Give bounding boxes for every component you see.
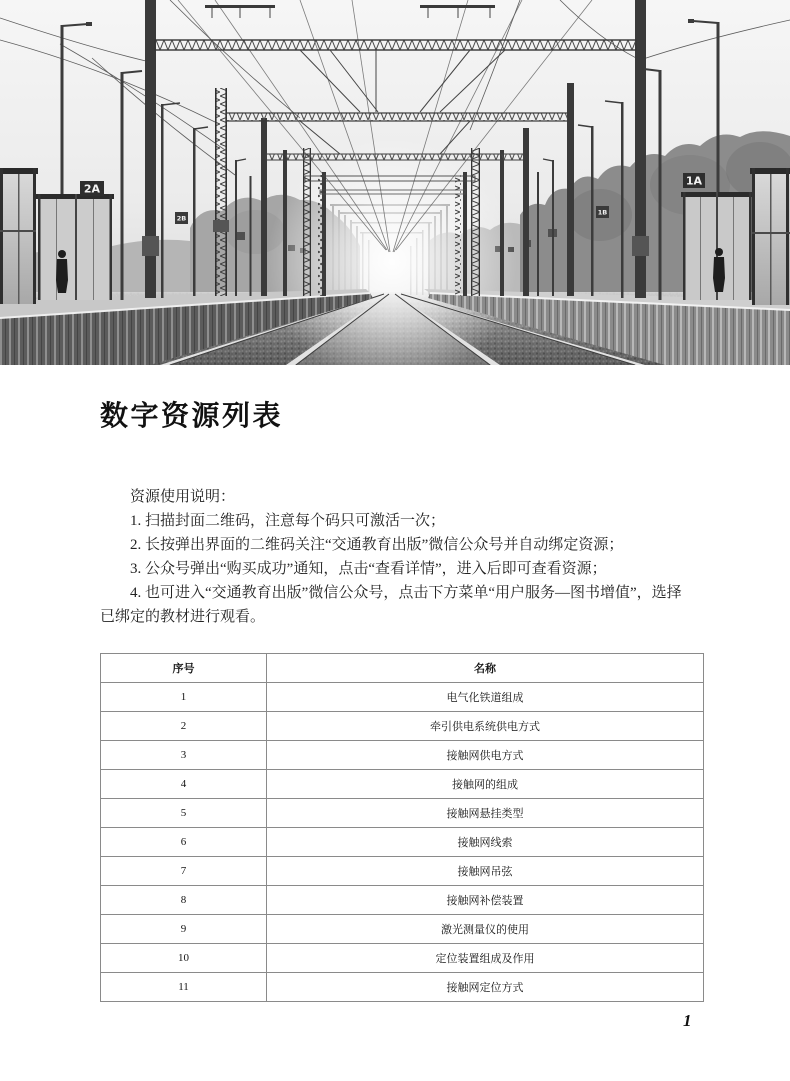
railway-catenary-photo xyxy=(0,0,790,365)
table-row xyxy=(101,799,704,828)
row-index: 4 xyxy=(101,770,267,799)
platform-sign-2b xyxy=(175,212,188,224)
usage-instructions xyxy=(100,485,703,629)
column-header-index: 序号 xyxy=(101,654,267,683)
platform-sign-1b xyxy=(596,206,609,218)
row-index: 8 xyxy=(101,886,267,915)
table-row xyxy=(101,857,704,886)
row-resource-name: 激光测量仪的使用 xyxy=(267,915,704,944)
row-index: 2 xyxy=(101,712,267,741)
row-index: 3 xyxy=(101,741,267,770)
column-header-name: 名称 xyxy=(267,654,704,683)
instruction-step-4: 4. 也可进入“交通教育出版”微信公众号，点击下方菜单“用户服务—图书增值”，选择 xyxy=(130,585,682,601)
row-resource-name: 接触网供电方式 xyxy=(267,741,704,770)
instructions-heading: 资源使用说明： xyxy=(130,489,236,505)
platform-sign-1a-label: 1A xyxy=(685,174,703,188)
row-resource-name: 接触网定位方式 xyxy=(267,973,704,1002)
instruction-step-4-continued: 已绑定的教材进行观看。 xyxy=(100,609,266,625)
instruction-step-1: 1. 扫描封面二维码，注意每个码只可激活一次； xyxy=(130,513,446,529)
platform-sign-2a xyxy=(80,181,104,196)
table-row xyxy=(101,828,704,857)
instruction-step-3: 3. 公众号弹出“购买成功”通知，点击“查看详情”，进入后即可查看资源； xyxy=(130,561,607,577)
platform-sign-2b-label: 2B xyxy=(176,214,187,223)
row-resource-name: 定位装置组成及作用 xyxy=(267,944,704,973)
row-resource-name: 牵引供电系统供电方式 xyxy=(267,712,704,741)
shelter-left-far xyxy=(36,194,114,300)
instruction-step-2: 2. 长按弹出界面的二维码关注“交通教育出版”微信公众号并自动绑定资源； xyxy=(130,537,624,553)
platform-sign-2a-label: 2A xyxy=(83,182,101,196)
row-resource-name: 电气化铁道组成 xyxy=(267,683,704,712)
table-row xyxy=(101,770,704,799)
table-row xyxy=(101,915,704,944)
row-index: 9 xyxy=(101,915,267,944)
table-row xyxy=(101,973,704,1002)
row-index: 11 xyxy=(101,973,267,1002)
shelter-left-near xyxy=(0,168,38,304)
row-index: 10 xyxy=(101,944,267,973)
row-resource-name: 接触网补偿装置 xyxy=(267,886,704,915)
row-resource-name: 接触网的组成 xyxy=(267,770,704,799)
digital-resource-table xyxy=(100,653,704,1002)
page-number: 1 xyxy=(683,1011,692,1030)
row-resource-name: 接触网悬挂类型 xyxy=(267,799,704,828)
row-index: 6 xyxy=(101,828,267,857)
platform-sign-1a xyxy=(683,173,705,188)
table-row xyxy=(101,712,704,741)
row-resource-name: 接触网线索 xyxy=(267,828,704,857)
table-row xyxy=(101,683,704,712)
row-index: 1 xyxy=(101,683,267,712)
table-row xyxy=(101,944,704,973)
table-row xyxy=(101,886,704,915)
table-row xyxy=(101,741,704,770)
row-index: 5 xyxy=(101,799,267,828)
row-resource-name: 接触网吊弦 xyxy=(267,857,704,886)
page-title: 数字资源列表 xyxy=(100,399,284,432)
table-header-row xyxy=(101,654,704,683)
shelter-right-near xyxy=(750,168,790,305)
row-index: 7 xyxy=(101,857,267,886)
platform-sign-1b-label: 1B xyxy=(597,208,608,217)
